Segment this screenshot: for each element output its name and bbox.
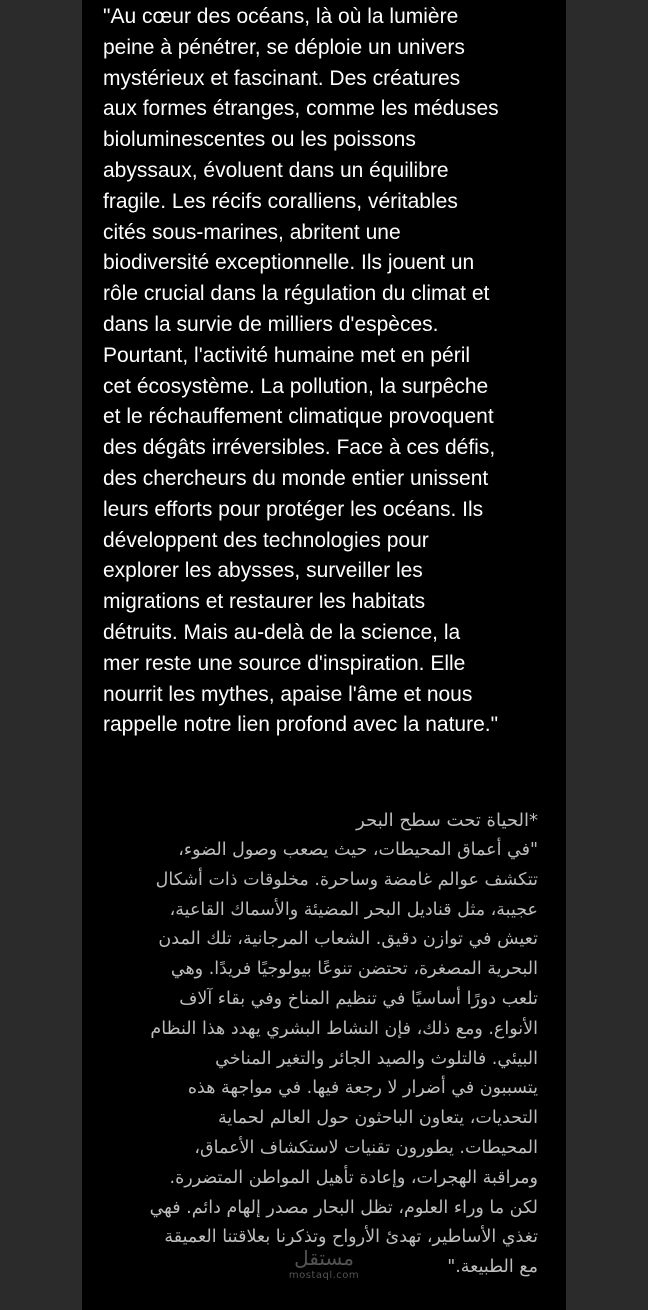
watermark-domain: mostaql.com (288, 1270, 360, 1281)
arabic-title: *الحياة تحت سطح البحر (356, 810, 538, 831)
arabic-paragraph: "في أعماق المحيطات، حيث يصعب وصول الضوء، تتكشف عوالم غامضة وساحرة. مخلوقات ذات أشكال عجيبة، مثل قناديل البحر المضيئة والأسماك القاعية، تعيش في توازن دقيق. الشعاب المرجانية، تلك المدن البحرية المصغرة، تحتضن تنوعًا بيولوجيًا فريدًا. وهي تلعب دورًا أساسيًا في تنظيم المناخ وفي بقاء آلاف الأنواع. ومع ذلك، فإن النشاط البشري يهدد هذا النظام البيئي. فالتلوث والصيد الجائر والتغير المناخي يتسببون في أضرار لا رجعة فيها. في مواجهة هذه التحديات، يتعاون الباحثون حول العالم لحماية المحيطات. يطورون تقنيات لاستكشاف الأعماق، ومراقبة الهجرات، وإعادة تأهيل المواطن المتضررة. لكن ما وراء العلوم، تظل البحار مصدر إلهام دائم. فهي تغذي الأساطير، تهدئ الأرواح وتذكرنا بعلاقتنا العميقة مع الطبيعة." (149, 840, 538, 1278)
mostaql-watermark (82, 1246, 566, 1282)
arabic-section (102, 806, 538, 1283)
watermark-brand: مستقل (294, 1246, 354, 1270)
document-page (82, 0, 566, 1310)
french-paragraph: "Au cœur des océans, là où la lumière peine à pénétrer, se déploie un univers mystérieux et fascinant. Des créatures aux formes étranges, comme les méduses bioluminescentes ou les poissons abyssaux, évoluent dans un équilibre fragile. Les récifs coralliens, véritables cités sous-marines, abritent une biodiversité exceptionnelle. Ils jouent un rôle crucial dans la régulation du climat et dans la survie de milliers d'espèces. Pourtant, l'activité humaine met en péril cet écosystème. La pollution, la surpêche et le réchauffement climatique provoquent des dégâts irréversibles. Face à ces défis, des chercheurs du monde entier unissent leurs efforts pour protéger les océans. Ils développent des technologies pour explorer les abysses, surveiller les migrations et restaurer les habitats détruits. Mais au-delà de la science, la mer reste une source d'inspiration. Elle nourrit les mythes, apaise l'âme et nous rappelle notre lien profond avec la nature." (103, 5, 499, 737)
